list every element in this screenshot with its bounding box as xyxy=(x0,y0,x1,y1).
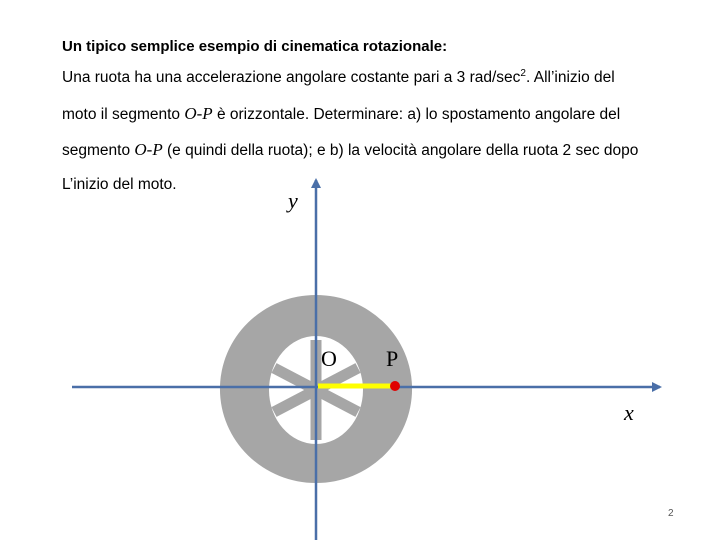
problem-text-3a: segmento xyxy=(62,142,135,159)
page-number: 2 xyxy=(668,508,674,519)
problem-line-4: L’inizio del moto. xyxy=(62,176,177,193)
problem-text-2b: è orizzontale. Determinare: a) lo spostamento angolare del xyxy=(212,106,621,123)
origin-label: O xyxy=(321,346,337,371)
problem-text-1b: . All’inizio del xyxy=(525,69,615,87)
slide-title: Un tipico semplice esempio di cinematica rotazionale: xyxy=(62,38,448,55)
point-p-label: P xyxy=(386,346,399,371)
x-axis-label: x xyxy=(624,400,634,425)
point-p xyxy=(390,381,400,391)
exponent: 2 xyxy=(520,68,526,79)
y-axis-label: y xyxy=(288,188,298,213)
segment-op-symbol-2: O-P xyxy=(134,140,163,159)
problem-text-3b: (e quindi della ruota); e b) la velocità angolare della ruota 2 sec dopo xyxy=(162,142,639,159)
problem-text-2a: moto il segmento xyxy=(62,106,185,123)
problem-text-1a: Una ruota ha una accelerazione angolare costante pari a 3 rad/sec xyxy=(62,69,521,87)
spoke xyxy=(316,390,358,412)
segment-op-symbol: O-P xyxy=(184,104,213,123)
spoke xyxy=(274,390,316,412)
